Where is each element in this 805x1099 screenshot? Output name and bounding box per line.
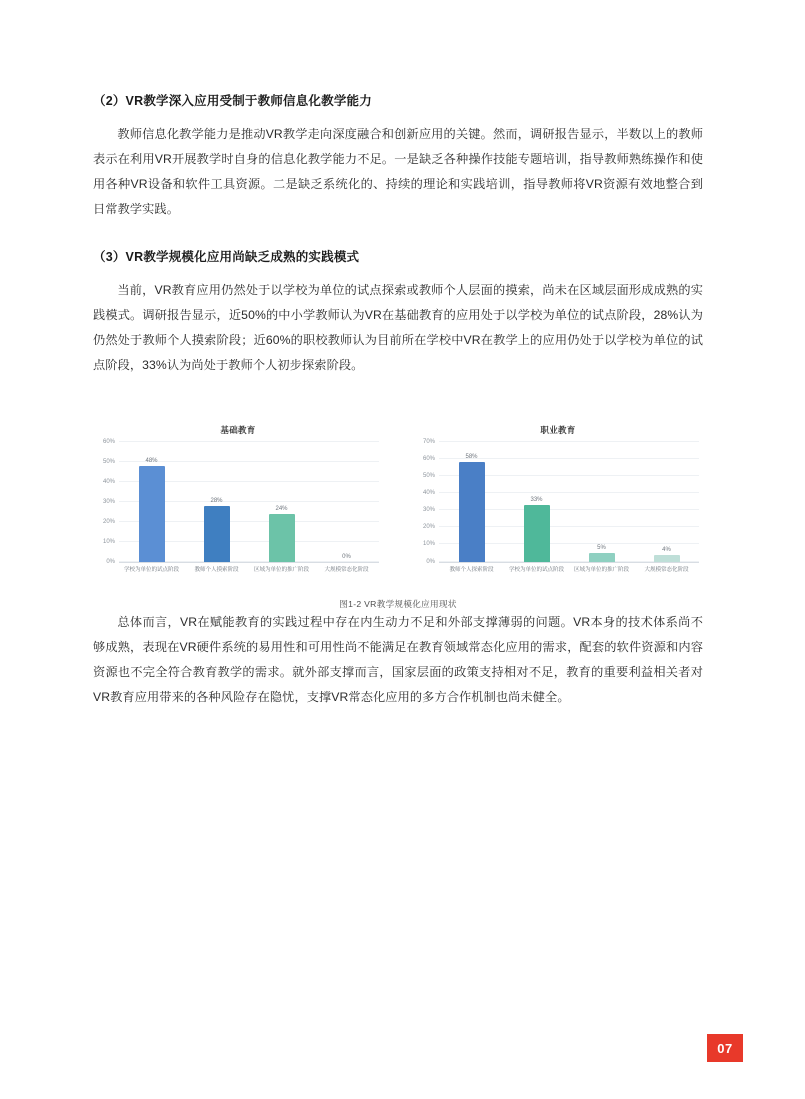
chart-ytick-label: 0%: [106, 558, 115, 565]
section-heading-3: （3）VR教学规模化应用尚缺乏成熟的实践模式: [93, 249, 360, 264]
chart-ytick-label: 50%: [422, 472, 435, 479]
chart-plot-vocational: [422, 438, 699, 565]
chart-bars: [439, 442, 699, 562]
chart-plot-basic: [102, 438, 379, 565]
charts-row: [93, 424, 703, 574]
chart-bar-group: [123, 442, 180, 562]
chart-bar-group: [318, 442, 375, 562]
chart-bar-group: [443, 442, 500, 562]
chart-title-vocational: 职业教育: [540, 424, 576, 435]
chart-bar: [269, 514, 295, 562]
chart-xtick-label: 教师个人探索阶段: [449, 566, 494, 573]
chart-xlabels-vocational: [439, 567, 699, 574]
chart-basic-education: [93, 424, 383, 574]
chart-ytick-label: 70%: [422, 438, 435, 445]
chart-bar-value-label: 48%: [145, 457, 158, 464]
chart-bar-value-label: 58%: [465, 454, 478, 461]
figure-caption: 图1-2 VR教学规模化应用现状: [339, 598, 457, 609]
chart-bar-value-label: 4%: [662, 546, 671, 553]
section-spacer: [93, 236, 703, 248]
chart-bar: [524, 505, 550, 562]
chart-xtick-label: 区域为单位的推广阶段: [574, 566, 629, 573]
chart-ytick-label: 10%: [102, 538, 115, 545]
chart-ytick-label: 40%: [102, 478, 115, 485]
chart-xtick-label: 区域为单位的推广阶段: [254, 566, 309, 573]
chart-xtick-label: 大规模常态化阶段: [644, 566, 689, 573]
chart-ytick-label: 30%: [102, 498, 115, 505]
chart-bar-group: [638, 442, 695, 562]
page-content: [93, 92, 703, 724]
section-heading-2: （2）VR教学深入应用受制于教师信息化教学能力: [93, 94, 372, 108]
chart-xtick-label: 学校为单位的试点阶段: [124, 566, 179, 573]
chart-ytick-label: 60%: [102, 438, 115, 445]
figure-1-2: [93, 424, 703, 610]
chart-bar-value-label: 0%: [342, 553, 351, 560]
chart-bar-value-label: 33%: [530, 497, 543, 504]
chart-ytick-label: 20%: [102, 518, 115, 525]
chart-bars: [119, 442, 379, 562]
chart-bar-value-label: 24%: [275, 505, 288, 512]
page-number-badge: 07: [707, 1034, 743, 1062]
chart-ytick-label: 30%: [422, 507, 435, 514]
chart-xtick-label: 教师个人摸索阶段: [194, 566, 239, 573]
chart-xtick-label: 学校为单位的试点阶段: [509, 566, 564, 573]
chart-bar-value-label: 28%: [210, 497, 223, 504]
chart-bar: [589, 553, 615, 562]
chart-bar-group: [573, 442, 630, 562]
chart-bar: [204, 506, 230, 562]
chart-ytick-label: 60%: [422, 455, 435, 462]
chart-xtick-label: 大规模常态化阶段: [324, 566, 369, 573]
chart-bar: [654, 555, 680, 562]
chart-ytick-label: 10%: [422, 541, 435, 548]
summary-paragraph: 总体而言，VR在赋能教育的实践过程中存在内生动力不足和外部支撑薄弱的问题。VR本身的技术体系尚不够成熟，表现在VR硬件系统的易用性和可用性尚不能满足在教育领域常态化应用的需求，配套的软件资源和内容资源也不完全符合教育教学的需求。就外部支撑而言，国家层面的政策支持相对不足，教育的重要利益相关者对VR教育应用带来的各种风险存在隐忧，支撑VR常态化应用的多方合作机制也尚未健全。: [93, 614, 703, 704]
chart-title-basic: 基础教育: [220, 424, 256, 435]
chart-bar-group: [253, 442, 310, 562]
chart-ytick-label: 0%: [426, 558, 435, 565]
chart-ytick-label: 20%: [422, 524, 435, 531]
chart-ytick-label: 50%: [102, 458, 115, 465]
chart-bar-value-label: 5%: [597, 545, 606, 552]
chart-xlabels-basic: [119, 567, 379, 574]
chart-bar-group: [508, 442, 565, 562]
section-3-paragraph-1: 当前，VR教育应用仍然处于以学校为单位的试点探索或教师个人层面的摸索，尚未在区域层面形成成熟的实践模式。调研报告显示，近50%的中小学教师认为VR在基础教育的应用处于以学校为单位的试点阶段，28%认为仍然处于教师个人摸索阶段；近60%的职校教师认为目前所在学校中VR在教学上的应用仍处于以学校为单位的试点阶段，33%认为尚处于教师个人初步探索阶段。: [93, 282, 703, 372]
chart-vocational-education: [413, 424, 703, 574]
chart-bar-group: [188, 442, 245, 562]
chart-bar: [139, 466, 165, 562]
chart-bar: [459, 462, 485, 561]
chart-ytick-label: 40%: [422, 490, 435, 497]
section-2-paragraph-1: 教师信息化教学能力是推动VR教学走向深度融合和创新应用的关键。然而，调研报告显示，半数以上的教师表示在利用VR开展教学时自身的信息化教学能力不足。一是缺乏各种操作技能专题培训，指导教师熟练操作和使用各种VR设备和软件工具资源。二是缺乏系统化的、持续的理论和实践培训，指导教师将VR资源有效地整合到日常教学实践。: [93, 126, 703, 216]
